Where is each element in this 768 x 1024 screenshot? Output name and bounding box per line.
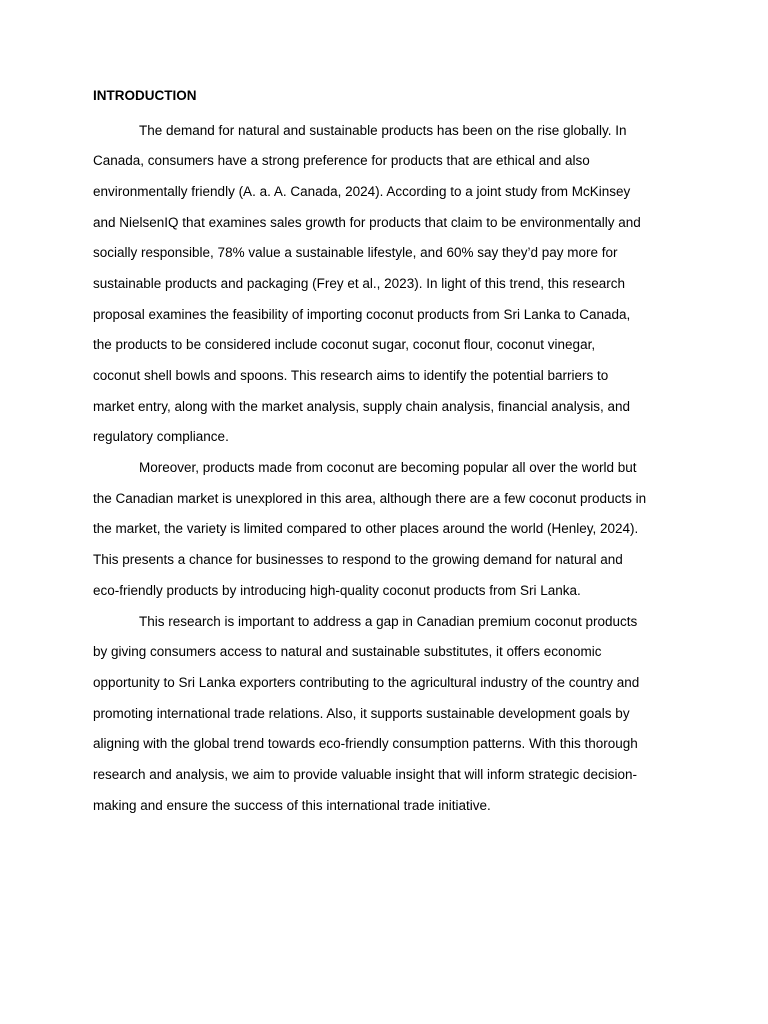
text-line: This research is important to address a gap in Canadian premium coconut products — [139, 613, 638, 629]
text-line: promoting international trade relations. Also, it supports sustainable development goals by — [93, 705, 630, 721]
text-line: making and ensure the success of this international trade initiative. — [93, 797, 491, 813]
text-line: opportunity to Sri Lanka exporters contributing to the agricultural industry of the country and — [93, 674, 640, 690]
text-line: socially responsible, 78% value a sustainable lifestyle, and 60% say they’d pay more for — [93, 245, 618, 261]
body-text — [93, 116, 683, 822]
text-line: Canada, consumers have a strong preference for products that are ethical and also — [93, 153, 590, 169]
text-line: the market, the variety is limited compared to other places around the world (Henley, 2024). — [93, 521, 639, 537]
text-line: regulatory compliance. — [93, 429, 229, 445]
text-line: Moreover, products made from coconut are becoming popular all over the world but — [139, 460, 637, 476]
text-line: the Canadian market is unexplored in this area, although there are a few coconut products in — [93, 490, 647, 506]
text-line: This presents a chance for businesses to respond to the growing demand for natural and — [93, 552, 623, 568]
section-heading: INTRODUCTION — [93, 88, 197, 103]
text-line: and NielsenIQ that examines sales growth for products that claim to be environmentally and — [93, 214, 641, 230]
text-line: eco-friendly products by introducing high-quality coconut products from Sri Lanka. — [93, 582, 581, 598]
text-line: the products to be considered include coconut sugar, coconut flour, coconut vinegar, — [93, 337, 596, 353]
text-line: proposal examines the feasibility of importing coconut products from Sri Lanka to Canada, — [93, 306, 631, 322]
text-line: by giving consumers access to natural and sustainable substitutes, it offers economic — [93, 644, 602, 660]
text-line: sustainable products and packaging (Frey et al., 2023). In light of this trend, this research — [93, 275, 626, 291]
text-line: research and analysis, we aim to provide valuable insight that will inform strategic decision- — [93, 766, 638, 782]
text-line: aligning with the global trend towards eco-friendly consumption patterns. With this thorough — [93, 736, 638, 752]
text-line: coconut shell bowls and spoons. This research aims to identify the potential barriers to — [93, 368, 609, 383]
text-line: market entry, along with the market analysis, supply chain analysis, financial analysis, and — [93, 398, 631, 414]
text-line: environmentally friendly (A. a. A. Canada, 2024). According to a joint study from McKinsey — [93, 183, 631, 199]
text-line: The demand for natural and sustainable products has been on the rise globally. In — [139, 122, 627, 138]
